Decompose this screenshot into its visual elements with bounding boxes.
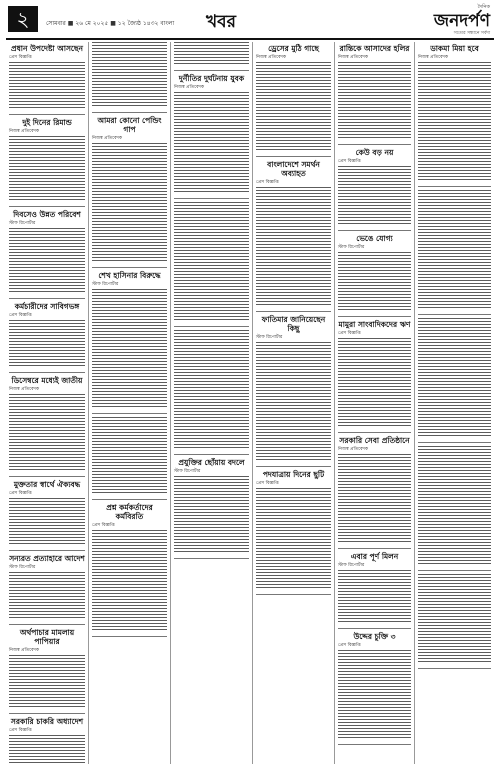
story-divider [92, 413, 167, 414]
news-story [418, 190, 491, 310]
column-6 [414, 42, 494, 764]
story-body-text [174, 92, 249, 194]
story-divider [174, 326, 249, 327]
story-divider [338, 316, 411, 317]
story-body-text [338, 166, 411, 226]
news-story [338, 148, 411, 226]
logo-tagline: সত্যের সন্ধানে সর্বদা [453, 31, 490, 36]
story-divider [92, 636, 167, 637]
story-byline: প্রেস বিজ্ঞপ্তি [338, 159, 361, 164]
story-divider [9, 550, 85, 551]
news-story [9, 302, 85, 368]
story-headline: পদযাত্রায় দিনের ছুটি [262, 470, 325, 479]
story-body-text [174, 202, 249, 322]
story-body-text [9, 572, 85, 620]
news-story [174, 74, 249, 194]
story-headline: এবার পূর্ণ মিলন [350, 552, 399, 561]
story-divider [92, 267, 167, 268]
page-number: ২ [8, 6, 38, 32]
story-headline: ভেঙে যোগ্য [356, 234, 393, 243]
story-body-text [256, 342, 331, 462]
story-byline: প্রেস বিজ্ঞপ্তি [9, 491, 32, 496]
story-body-text [9, 498, 85, 546]
news-story [9, 118, 85, 202]
story-body-text [256, 62, 331, 152]
story-body-text [92, 530, 167, 632]
story-body-text [418, 574, 491, 664]
story-divider [92, 112, 167, 113]
story-byline: নিজস্ব প্রতিবেদক [174, 85, 205, 90]
story-headline: প্রধান উপদেষ্টা আসছেন [11, 44, 83, 53]
news-story [418, 318, 491, 438]
story-headline: রান্তিকে আসাদের হলির [339, 44, 410, 53]
story-headline: শেখ হাসিনার বিরুদ্ধে [98, 271, 161, 280]
story-divider [9, 298, 85, 299]
column-4 [252, 42, 334, 764]
news-story [174, 42, 249, 66]
story-divider [338, 628, 411, 629]
story-body-text [9, 394, 85, 472]
news-story [92, 417, 167, 495]
news-story [338, 436, 411, 544]
story-byline: নিজস্ব প্রতিবেদক [92, 136, 123, 141]
column-5 [334, 42, 414, 764]
story-divider [9, 206, 85, 207]
story-body-text [92, 42, 167, 108]
story-divider [338, 230, 411, 231]
story-divider [9, 372, 85, 373]
story-byline: স্টাফ রিপোর্টার [92, 282, 119, 287]
news-story [92, 116, 167, 263]
story-headline: ডিসেম্বরে মধ্যেই জাতীয় [11, 376, 83, 385]
story-divider [338, 144, 411, 145]
story-byline: নিজস্ব প্রতিবেদক [9, 129, 40, 134]
story-divider [9, 476, 85, 477]
news-story [338, 320, 411, 428]
story-body-text [338, 454, 411, 544]
story-byline: প্রেস বিজ্ঞপ্তি [256, 481, 279, 486]
story-byline: প্রেস বিজ্ঞপ্তি [338, 331, 361, 336]
news-story [256, 160, 331, 307]
news-story [92, 271, 167, 409]
story-headline: মুক্ততার স্বার্থে ঐক্যবদ্ধ [13, 480, 81, 489]
story-divider [9, 713, 85, 714]
story-headline: মামুরা সাংবাদিকদের ঋণ [338, 320, 411, 329]
article-columns [6, 42, 494, 764]
story-byline: প্রেস বিজ্ঞপ্তি [92, 523, 115, 528]
story-body-text [92, 289, 167, 409]
story-byline: প্রেস বিজ্ঞপ্তি [256, 180, 279, 185]
story-byline: নিজস্ব প্রতিবেদক [256, 55, 287, 60]
news-story [9, 554, 85, 620]
story-headline: কেউ বড় নয় [355, 148, 394, 157]
story-headline: প্রযুক্তির ছোঁয়ায় বদলে [178, 458, 245, 467]
story-byline: নিজস্ব প্রতিবেদক [9, 648, 40, 653]
news-story [256, 315, 331, 462]
page-header [6, 4, 494, 40]
news-story [338, 552, 411, 624]
story-body-text [338, 570, 411, 624]
story-divider [418, 570, 491, 571]
logo-name: জনদর্পণ [433, 11, 490, 31]
story-divider [418, 314, 491, 315]
story-byline: প্রেস বিজ্ঞপ্তি [9, 728, 32, 733]
story-body-text [418, 62, 491, 182]
story-body-text [92, 417, 167, 495]
news-story [9, 480, 85, 546]
story-divider [174, 558, 249, 559]
news-story [418, 446, 491, 566]
news-story [174, 330, 249, 450]
news-story [338, 632, 411, 740]
story-headline: সন্যরত প্রত্যাহারে আদেশ [9, 554, 85, 563]
story-body-text [174, 330, 249, 450]
story-headline: ড্রেসের মুঠি গাছে [268, 44, 319, 53]
section-title: খবর [206, 12, 236, 32]
news-story [256, 44, 331, 152]
story-headline: কর্মচারীদের সাবিগভঙ্গ [14, 302, 80, 311]
story-headline: অর্থপাচার মামলায় পাপিয়ার [19, 628, 75, 646]
story-body-text [338, 650, 411, 740]
story-divider [256, 311, 331, 312]
story-body-text [9, 136, 85, 202]
story-byline: স্টাফ রিপোর্টার [338, 563, 365, 568]
column-2 [88, 42, 170, 764]
story-divider [174, 70, 249, 71]
story-body-text [92, 143, 167, 263]
story-headline: উদ্দের চুক্তি ৩ [353, 632, 396, 641]
story-divider [9, 114, 85, 115]
story-byline: স্টাফ রিপোর্টার [174, 469, 201, 474]
story-body-text [256, 187, 331, 307]
news-story [9, 210, 85, 294]
story-byline: প্রেস বিজ্ঞপ্তি [9, 55, 32, 60]
news-story [174, 458, 249, 554]
story-body-text [9, 228, 85, 294]
story-divider [256, 156, 331, 157]
story-body-text [9, 735, 85, 764]
column-1 [6, 42, 88, 764]
news-story [174, 202, 249, 322]
story-byline: নিজস্ব প্রতিবেদক [338, 55, 369, 60]
story-divider [92, 499, 167, 500]
story-byline: নিজস্ব প্রতিবেদক [338, 447, 369, 452]
story-divider [174, 198, 249, 199]
story-byline: নিজস্ব প্রতিবেদক [9, 387, 40, 392]
story-body-text [338, 62, 411, 140]
story-byline: স্টাফ রিপোর্টার [9, 221, 36, 226]
story-byline: প্রেস বিজ্ঞপ্তি [9, 313, 32, 318]
story-body-text [418, 190, 491, 310]
column-3 [170, 42, 252, 764]
story-divider [418, 186, 491, 187]
story-headline: আমরা কোনো পেন্ডিং গাপ [97, 116, 162, 134]
story-headline: সরকারি চাকরি অধ্যাদেশ [10, 717, 84, 726]
story-body-text [256, 488, 331, 590]
story-body-text [9, 655, 85, 709]
story-byline: স্টাফ রিপোর্টার [9, 565, 36, 570]
logo-small-text: দৈনিক [477, 4, 490, 10]
story-divider [256, 594, 331, 595]
news-story [92, 42, 167, 108]
story-headline: ফাতিমার জানিয়েছেন কিছু [261, 315, 326, 333]
news-story [338, 44, 411, 140]
news-story [338, 234, 411, 312]
dateline: সোমবার ■ ২৬ মে ২০২৫ ■ ১২ জ্যৈষ্ঠ ১৪৩২ বাংলা [46, 20, 175, 27]
story-headline: সরকারি সেবা প্রতিষ্ঠানে [339, 436, 410, 445]
story-divider [418, 442, 491, 443]
story-headline: ডাকমা মিয়া হবে [430, 44, 479, 53]
story-body-text [418, 318, 491, 438]
story-byline: প্রেস বিজ্ঞপ্তি [338, 643, 361, 648]
story-headline: দুই দিনের রিমান্ড [22, 118, 72, 127]
story-headline: দিবসেও উন্নত পরিবেশ [13, 210, 81, 219]
story-divider [9, 624, 85, 625]
news-story [418, 44, 491, 182]
news-story [9, 44, 85, 110]
story-divider [338, 744, 411, 745]
story-divider [174, 454, 249, 455]
story-body-text [418, 446, 491, 566]
story-body-text [9, 62, 85, 110]
story-byline: স্টাফ রিপোর্টার [256, 335, 283, 340]
story-body-text [338, 338, 411, 428]
story-byline: নিজস্ব প্রতিবেদক [418, 55, 449, 60]
story-body-text [9, 320, 85, 368]
news-story [9, 376, 85, 472]
story-headline: দুর্নীতির দুর্ঘটনায় যুবক [178, 74, 245, 83]
story-divider [256, 466, 331, 467]
news-story [9, 628, 85, 709]
story-body-text [174, 42, 249, 66]
news-story [256, 470, 331, 590]
story-byline: স্টাফ রিপোর্টার [338, 245, 365, 250]
story-divider [338, 548, 411, 549]
story-body-text [174, 476, 249, 554]
story-divider [338, 432, 411, 433]
masthead-logo [412, 4, 490, 36]
news-story [418, 574, 491, 664]
story-headline: প্রশ্ন কর্মকর্তাদের কর্মবিরতি [106, 503, 153, 521]
story-headline: বাংলাদেশে সমর্থন অব্যাহত [267, 160, 320, 178]
news-story [92, 503, 167, 632]
news-story [9, 717, 85, 764]
story-divider [418, 668, 491, 669]
story-body-text [338, 252, 411, 312]
